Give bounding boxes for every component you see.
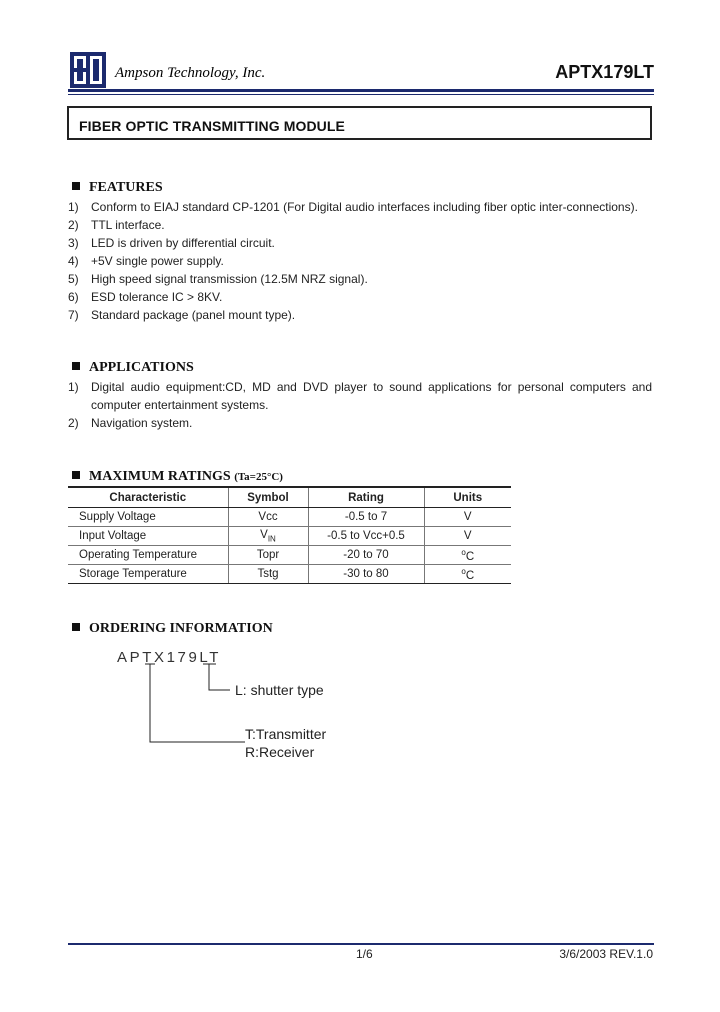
transmitter-bracket — [145, 664, 245, 742]
document-title: FIBER OPTIC TRANSMITTING MODULE — [79, 118, 345, 134]
column-header: Symbol — [228, 487, 308, 508]
document-title-box — [67, 106, 652, 140]
column-header: Units — [424, 487, 511, 508]
bullet-square-icon — [72, 623, 80, 631]
column-header: Characteristic — [68, 487, 228, 508]
footer-rule — [68, 943, 654, 945]
ordering-diagram-lines — [140, 660, 260, 750]
part-number: APTX179LT — [555, 62, 654, 82]
table-row: Supply Voltage Vcc -0.5 to 7 V — [68, 508, 511, 527]
page-number: 1/6 — [356, 947, 373, 961]
header-rule — [68, 89, 654, 92]
applications-heading: APPLICATIONS — [72, 360, 194, 376]
table-row: Operating Temperature Topr -20 to 70 $^o$C — [68, 546, 511, 565]
company-logo — [70, 52, 106, 88]
table-header-row — [68, 487, 511, 508]
table-row: Storage Temperature Tstg -30 to 80 $^o$C — [68, 565, 511, 584]
table-row: Input Voltage $V_{IN}$ -0.5 to Vcc+0.5 V — [68, 527, 511, 546]
revision-date: 3/6/2003 REV.1.0 — [559, 947, 653, 961]
ratings-heading: MAXIMUM RATINGS (Ta=25°C) — [72, 469, 283, 485]
features-heading: FEATURES — [72, 180, 163, 196]
ordering-heading: ORDERING INFORMATION — [72, 621, 273, 637]
company-name: Ampson Technology, Inc. — [115, 65, 266, 81]
transmitter-label: T:Transmitter — [245, 726, 327, 742]
receiver-label: R:Receiver — [245, 744, 315, 760]
bullet-square-icon — [72, 362, 80, 370]
header-rule-thin — [68, 94, 654, 95]
bullet-square-icon — [72, 182, 80, 190]
column-header: Rating — [308, 487, 424, 508]
shutter-label: L: shutter type — [235, 682, 324, 698]
bullet-square-icon — [72, 471, 80, 479]
ratings-table — [68, 486, 511, 584]
list-item-text: Digital audio equipment:CD, MD and DVD player to sound applications for personal computers and — [91, 380, 652, 394]
shutter-bracket — [203, 664, 230, 690]
ordering-code: APTX179LT — [117, 649, 221, 666]
